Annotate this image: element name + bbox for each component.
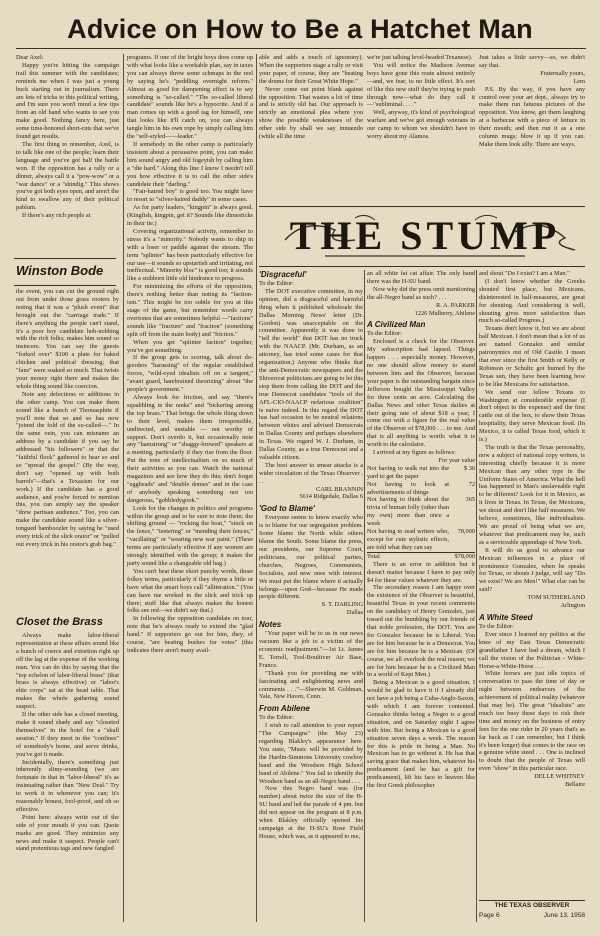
article-paragraph: If there's any rich people at [22,212,91,220]
article-paragraph: Point here: always write out of the side of your mouth if you can. Quote marks are good. They minimize any news and make it suspect. People can't stand pretentious tags and new fangled [16,813,119,853]
signature-name: Lem [573,77,585,85]
masthead-rule-top [259,206,585,207]
letter-paragraph: Everyone seems to know exactly who is to blame for our segregation problem. Some blame the North while others blame the South. Some blame the press, our presidents, our Supreme Court, politicians, our political parties, churches, Negroes, Communists, Socialists, and new ones with interest. We must put the blame where it actually belongs—upon God—because He made people different. [259,514,363,601]
column-1-bottom [16,614,119,922]
ledger-item: Not having to look at advertisements of things [367,480,449,496]
letter-heading: Notes [259,620,282,630]
letter-signature: CARL BRANNIN [316,485,363,493]
letter-paragraph: The best answer to smear attacks is a wider circulation of the Texas Observer . . . [259,461,363,485]
column-divider [476,270,477,922]
letter-heading: 'Disgraceful' [259,270,307,279]
letter-salutation: To the Editor: [479,622,514,630]
ledger-heading: For year value [438,456,475,464]
ledger-amount: 72 [468,480,475,488]
article-paragraph: Always make labor-liberal representation at these affairs sound like a bunch of coerce and extortion right up off the lag at the expense of the working man. You can do this by saying that the "top echelon of labor-liberal brass" (that brass is always effective) or "labor's elite corps" sat at the head table. That makes the whole gathering sound suspect. [16,632,119,711]
article-paragraph: Note any defections or additions in the other camp. You can make them sound like a bunch of Thomasphite if you'll note that so and so has now "joined the fold of the so-called—." In the same vein, you can misname an address by a candidate if you say he addressed "his followers" or that the "faithful flock" gathered to hear so and so "spread the gospel." (By the way, don't say "opened up with both barrels"—that's a Texasism for our work.) If the candidate has a good audience, and you're forced to mention this, you can simply say the speaker "drew partisan audience." Too, you can make the candidate sound like a silver-tongued bamboozler by saying he "used every trick of the slick orator" or "pulled out every trick in his orator's grab bag." [16,390,119,548]
letter-address: 5614 Ridgedale, Dallas 6 [299,493,363,501]
article-paragraph: the event, you can cut the ground right out from under those grass rooters by noting that it was a "plush event" that brought out the "carriage trade." If there's anything the people can't stand, it's a poor boy candidate hob-nobbing with the rich folks; makes him sound so insincere. You can say the guests "forked over" $100 a plate for baked chicken and political dressing; that "fans" were soaked so much. That twists your money right there and makes the whole thing sound like coercion. [16,288,119,390]
ledger-amount: 365 [465,496,475,504]
letter-signature: S. T. DARLING [321,601,363,609]
article-paragraph: When you get "splinter faction" together, you've got something. [127,338,253,354]
letter-heading: From Abilene [259,704,310,714]
letter-paragraph: White horses are just idle topics of conversation to pass the time of day or night between endeavors of the achievement of political reality (whatever that may be). The great "idealists" are much too busy these days to risk their time and money on the business of entry fees for the one rider in 20 years that's as far back as I can remember, but I think it's been longer) that comes to the race on a genuine white steed . . . One is inclined to doubt that the people of Texas will even "show" in this particular race. [479,670,585,773]
letter-paragraph: Enclosed is a check for the Observer. My subscription had lapsed. Things happen . . . especially money. However, no one should allow money to stand between him and the Observer, because your paper is the outstanding bargain since Jefferson bought the Mississippi Valley for three cents an acre. Calculating the Dallas News and other Texas dailies at their going rate of about $18 a year, I come out with a figure for the real value of the Observer of $78,000 . . . to me. And that is all anything is worth: what it is worth to the calculator. [367,338,475,449]
headline-rule [16,48,586,49]
article-paragraph: Incidentally, there's something just inherently slimy-sounding (we are fortunate in that in "labor-liberal" it's as insinuating rather than "New Deal." Try to work it in whenever you can; it's reasonably honest, fool-proof, and oh so effective. [16,758,119,813]
article-paragraph: Well, anyway, it's kind of psychological warfare and we've got enough veterans in our camp to whom we shouldn't have to worry about my Alamos. [367,109,475,141]
article-paragraph: You can't beat these short punchy words, those folksy terms, particularly if they rhyme a little or have what the smart boys call "alliteration." (You can have me worked in the slick and trick up there; stuff like that always makes the honest folks see red—we didn't say that.) [127,567,253,615]
letter-paragraph: The truth is that the Texas personality, now a subject of national copy writers, is interesting chiefly because it is more Mexican than any other type in the Uniform States of America. What the hell has happened to Man's unslaveable right to be different? Look for it in Mexico, as it lives in Texas. In Texas, the Mexicans, we shout and don't like half measures. We believe, sometimes, like individualists. We are proud of being what we are, whatever that predicament may be, such as a serviceable appendage of New York. [479,443,585,546]
ledger-item: Not having to walk out into the yard to get the paper [367,464,449,480]
letter-address: 1226 Mulberry, Abilene [414,309,475,317]
letter-paragraph: Texans don't know it, but we are about half Mexican. I don't mean that a lot of us are named Gonzalez and similar patronymics out of Old Castile. I mean that ever since the first Smith or Kelly or Robinson or Schultz got burned by the Texas sun, they have been learning how to be like Mexicans for satisfaction. [479,325,585,388]
article-paragraph: For minimizing the efforts of the opposition, there's nothing better than noting its "faction-ism." This might be too subtle for you at this stage of the game, but remember words carry overtones that are sometimes helpful —"factions" sounds like "fracture" and "fraction" (something split off from the main body) and "friction." [127,283,253,338]
value-ledger [367,465,475,561]
letters-column-1 [259,270,363,922]
letter-paragraph: Ever since I learned my politics at the knee of my East Texas Democratic grandfather I have had a dream, which I call the vision of the Politician - White-Horse-a-White-Horse . . . [479,630,585,670]
article-paragraph: As for party leaders, "kingpin" is always good. (Kingfish, kingpin, get it? Sounds like dimesticks in their tie.) [127,204,253,228]
ledger-amount: 78,000 [457,528,475,536]
letter-paragraph: The secondary reason I am happy over the existence of the Observer is beautiful, beautiful Texas in your recent comments on the candidacy of Henry Gonzalez, just tossed out the bumbling by our friends of that noble profession, the DOT. You are for Gonzalez because he is Liberal. You are for him because he is a Democrat. You are for him because he is a Mexican. (Of course, we all overlook the real reason; we are for him because he is a Civilized Man in a world of Kept Men.) [367,584,475,679]
column-4-top [367,54,475,202]
page-number: Page 6 [479,912,500,919]
letter-signature: DELLE WHITNEY [534,773,585,781]
article-paragraph: In following the opposition candidate on tour, note that he's always ready to extend the "glad hand." If supporters go out for him, they, of course, "are beating bushes for votes" (this indicates there aren't many avail- [127,615,253,654]
article-paragraph: able and adds a touch of ignominy). When the supporters stage a rally or visit your paper, of course, they are "beating the drums for their Great White Hope." [259,54,363,85]
article-paragraph: programs. If one of the bright boys does come up with what looks like a workable plan, say in taxes you can always throw some schmaps in the reel by saying he's "peddling overnight reform." Almost as good for dampening effect is to say something is "so-called." "The so-called liberal candidate" sounds like he's a hypocrite. And if a man comes up with a good tag for himself, one that looks like it'll catch on, you can always tangle him in his own rope by simply calling him the "self-styled——leader." [127,54,253,141]
issue-date: June 13, 1958 [543,912,585,919]
letter-paragraph: Being a Mexican is a good situation. I would be glad to have it if I already did not have a job being a Cuba-Anglo-Saxon, with which I am forever contented. Gonzalez thinks being a Negro is a good situation, and on Saturday night I agree with him. But being a Mexican is a good situation seven days a week. The reason for this is pride in being a Man. No Mexican has to go without it. He has that saving grace that makes him, whatever his predicament (and he has a gift for predicament), lift his face to heaven like the first Greek philosopher [367,679,475,790]
page-headline: Advice on How to Be a Hatchet Man [67,14,533,44]
column-divider [364,270,365,922]
ledger-row [367,528,475,552]
publication-name: THE TEXAS OBSERVER [494,902,570,909]
column-divider [123,54,124,922]
masthead-rule-bottom [259,266,585,267]
ledger-total-row [367,552,475,561]
section-heading: Closet the Brass [16,616,103,628]
article-paragraph: If the group gets to scoring, talk about do-gooders "harassing" of the regular established forces, "wild-eyed idealists off on a tangent," "avant guard, harebrained theorizing" about "the people's government." [127,354,253,394]
article-paragraph: Never come out point blank against the opposition. That wastes a lot of time and is strictly old hat. Our approach is strictly an emotional plea where you show the possible weaknesses of the other side by shall we say innuendo (while all the time [259,85,363,141]
article-paragraph: Just takes a little savvy—so, we didn't say that. [479,54,585,69]
letter-paragraph: I arrived at my figure as follows: [373,449,456,457]
letter-address: Bellaire [565,781,585,789]
column-3-top [259,54,363,202]
letter-salutation: To the Editor: [259,714,294,722]
ledger-item: Not having to read writers who, except for cute stylistic effects, are told what they can say [367,528,449,551]
ledger-row [367,481,475,497]
letter-paragraph: The DOT executive committee, in my opinion, did a disgraceful and harmful thing when it published wholesale the Dallas Morning News' letter (Dr. Gordon) was unacceptable on the committee. Apparently it was done to "tell the world" that DOT has no truck with the NAACP. (Mr. Durham, as an attorney, has tried some cases for that organization.) Anyone who thinks that the anti-Democratic newspapers and the Shivercrat politicians are going to let this stop them from calling the DOT and the true Democrat candidates "tools of the AFL-CIO-NAACP nefarious coalition" is naive indeed. In this regard the DOT has had occasion to be neutral relations between whites and advised Democrats in Dallas County and perhaps elsewhere in Texas. We regard W. J. Durham, in Dallas County, as a true Democrat and a valuable citizen. [259,287,363,461]
closing-line: Fraternally yours, [540,69,585,77]
letter-paragraph: (I don't know whether the Greeks shouted first place, but Mexicans, disinterested in half-measures, are great for shouting. And considering it well, shouting gives more satisfaction than much so-called Progress.) [479,277,585,325]
stump-title: THE STUMP [289,213,561,258]
letter-paragraph: and shout "Do I exist? I am a Man." [479,270,570,277]
article-paragraph: If somebody in the other camp is particularly insistent about a persuasive point, you can make him sound angry and old fogeyish by calling him a "die hard." Along this line I know I needn't tell you how effective it is to call the other side's candidate their "darling." [127,140,253,188]
footer-rule [479,900,585,901]
postscript: P.S. By the way, if you have any control over your art dept., always try to make them run fatuous pictures of the opposition. You know, get them laughing at a barbecue with a piece of lettuce in their mouth; and then run it as a one column mugs; blow it up if you can. Make them look silly. There are ways. [479,85,585,148]
article-paragraph: The first thing to remember, Axel, is to talk like one of the people; learn their language and you've got half the battle won. If the opposition has a rally or a dinner, always call it a "pow-wow" or a "war dance" or a "shindig." This shows you've got both eyes open, and aren't the kind to swallow any of their political pablum. [16,140,119,212]
column-divider [256,54,257,922]
letter-paragraph: "Thank you for providing me with fascinating and enlightening news and comments . . ."—Sherwin M. Goldman, Yale, New Haven, Conn. [259,669,363,701]
article-paragraph: we're just talking level-headed Texanese). [367,54,473,61]
ledger-amount: $78,000 [454,552,475,560]
column-2 [127,54,253,922]
letter-paragraph: There is an error in addition but it doesn't matter because I have to pay only $4 for these values whatever they are. [367,560,475,584]
article-paragraph: Look for the changes in politics and programs within the group and to be sure to note them; the shifting ground — "rocking the boat," "stuck on the fence," "teetering" or "mending their fences," "vacillating" or "wearing new war paint." (These terms are particularly effective if any women are strongly identified with the group; it makes the party sound like a changeable old hag.) [127,504,253,567]
article-paragraph: "Fair-haired boy" is good too. You might have to resort to "silver-haired daddy" in some cases. [127,188,253,204]
article-paragraph: Happy you're hitting the campaign trail this summer with the candidates; reminds me when I was just a young buck starting out in journalism. There are lots of tricks to this political writing, and I'm sure you won't mind a few tips from an old hand who wants to see you make good. Nothing fancy here, just some time-honored short-cuts that we've found get results. [16,61,119,141]
letter-paragraph: "Your paper will be to us in our news vacuum like a job to a victim of the economic readjustment."—1st Lt. James E. Terrell, Tool-Boultiver Air Base, France. [259,630,363,669]
letter-heading: 'God to Blame' [259,504,315,514]
letters-column-2 [367,270,475,922]
letter-heading: A White Steed [479,612,533,622]
article-paragraph: You will notice the Madison Avenue boys have gone this route almost entirely—and, we fear, to no little effect. It's sort of like this new stuff they're trying to push through now—what do they call it—"subliminal. . . ." [367,61,475,109]
letter-paragraph: Now this Negro band was (for number) about twice the size of the H-SU band and led the parade of 4 pm. but did not appear on the program at 8 p.m. when Blakley officially opened his campaign at the H-SU's Rose Field House, which was, as it appeared to me, [259,785,363,840]
letter-signature: TOM SUTHERLAND [527,594,585,602]
letter-salutation: To the Editor: [367,330,402,338]
ledger-item: Total [367,552,380,560]
letter-paragraph: It will do us good to advance our Mexican influences in a place of prominence Gonzalez, when he speaks for Texas, or shouts I judge, will say "Do we exist? We are Men!" What else can be said? [479,546,585,594]
article-paragraph: If the other side has a closed meeting, make it sound shady and say "closeted themselves" in the hotel for a "skull session." If they meet in the "confines" of somebody's home, and serve drinks, you've got it made. [16,711,119,758]
letters-column-3 [479,270,585,898]
article-paragraph: Covering organizational activity, remember to stress it's a "minority." Nobody wants to ship in with a loser or paddle against the stream. The term "splinter" has been particularly effective for our use—it sounds so upstartish and irritating, not ineffectual. "Minority bloc" is good too; it sounds like a stubborn little old hindrance to progress. [127,227,253,283]
column-5-top [479,54,585,202]
letter-address: Arlington [560,602,585,610]
ledger-row [367,496,475,528]
ledger-item: Not having to think about the trivia of human folly (other than my own) more than once a week [367,496,449,528]
letter-paragraph: an all white fat cat affair. The only band there was the H-SU band. [367,270,475,285]
letter-paragraph: We send our fellow Texans to Washington at considerable expense (I don't object to the expense) and the first cattle out of the box, to show their Texas hospitality, they serve Mexican food. (In Mexico, it is called Texas food, which it is.) [479,388,585,444]
letter-heading: A Civilized Man [367,320,426,330]
column-1-top [16,54,119,254]
ledger-amount: $ 36 [463,464,475,472]
column-1-middle [16,288,119,610]
article-paragraph: Always look for friction, and say "there's squabbling in the ranks" and "bickering among the top brass." That brings the whole thing down to their level, makes them irresponsible, undirected, and unstable — not worthy of support. Don't overdo it, but occasionally note any "hamstrung" or "shaggy-browed" speakers at a meeting, particularly if they rise from the floor. Put the tone of intellectualism on so much of their activities as you can. Watch the national magazines and see how they do this; don't forget "eggheads" and "double domes" and in the case of anybody speaking something not too dangerous, "gobbledygook." [127,393,253,504]
letter-address: Dallas [346,609,363,617]
letter-greeting: Dear Axel: [16,54,44,61]
letter-salutation: To the Editor: [259,280,294,287]
author-byline: Winston Bode [14,258,116,286]
letter-signature: R. A. PARKER [436,301,475,309]
stump-masthead [265,210,585,262]
letter-paragraph: I wish to call attention to your report "The Campaigns" (the May 23) regarding Blakley's appearance here. You state, "Music will be provided by the Hardin-Simmons University cowboy band and the Woodson High School band of Abilene." You fail to identify the Woodson band as an all-Negro band . . . [259,722,363,785]
ledger-row [367,465,475,481]
letter-paragraph: Now why did the press omit mentioning the all-Negro band as such? . . . [367,285,475,301]
